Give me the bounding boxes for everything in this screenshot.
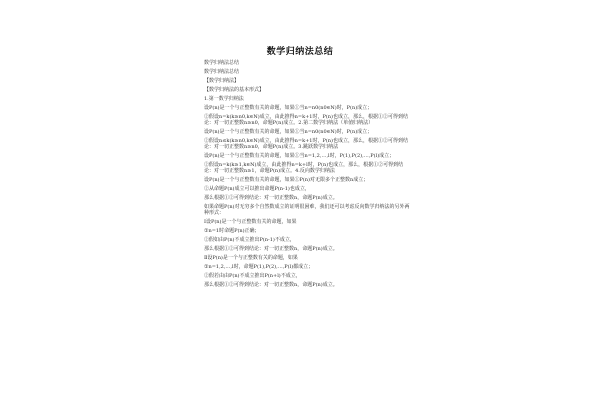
paragraph-line: 数学归纳法总结 <box>204 69 240 75</box>
paragraph-line: ②从命题P(n)成立可以推出命题P(n-1)也成立， <box>204 186 310 192</box>
paragraph-line: ①n=1,2,…,l时，命题P(1),P(2),…,P(l)都成立； <box>204 264 314 270</box>
paragraph-line: 【数学归纳法的基本形式】 <box>204 87 265 93</box>
paragraph-line: 那么根据①②可得到结论：对一切正整数n，命题P(n)成立。 <box>204 195 338 201</box>
paragraph-line: 那么根据①②可得到结论：对一切正整数n，命题P(n)成立。 <box>204 282 338 288</box>
paragraph-line: 1.第一数学归纳法 <box>204 96 244 102</box>
paragraph-line: 数学归纳法总结 <box>204 60 240 66</box>
paragraph-line: Ⅰ设P(n)是一个与正整数有关的命题，如果 <box>204 219 297 225</box>
paragraph-line: Ⅱ设P(n)是一个与正整数有关的命题，如果 <box>204 255 298 261</box>
paragraph-line: 如果命题P(n)对无穷多个自然数成立的证明很困难，我们还可以考虑反向数学归纳法的另外两种形式： <box>204 204 410 216</box>
paragraph-line: 【数学归纳法】 <box>204 78 240 84</box>
paragraph-line: ②假如由P(n)不成立推出P(n-1)不成立， <box>204 237 295 243</box>
paragraph-line: ②假设n=k(k≥n0,k∈N)成立，由此推得n=k+1时，P(n)也成立，那么，根据①②可得到结论：对一切正整数n≥n0，命题P(n)成立。2.第二数学归纳法（单值归纳法） <box>204 114 408 126</box>
paragraph-line: 设P(n)是一个与正整数有关的命题，如果①当n=n0(n0∈N)时，P(n)成立； <box>204 129 373 135</box>
paragraph-line: 设P(n)是一个与正整数有关的命题，如果①当n=1,2,…,l时，P(1),P(2),…,P(l)成立； <box>204 153 395 159</box>
document-body <box>192 60 412 288</box>
paragraph-line: 那么根据①②可得到结论：对一切正整数n，命题P(n)成立。 <box>204 246 338 252</box>
paragraph-line: ②假设n=k(k≥1,k∈N)成立，由此推得n=k+l时，P(n)也成立，那么，根据①②可得到结论：对一切正整数n≥1，命题P(n)成立。4.反向数学归纳法 <box>204 162 404 174</box>
paragraph-line: 设P(n)是一个与正整数有关的命题，如果①当n=n0(n0∈N)时，P(n)成立； <box>204 105 373 111</box>
document-title: 数学归纳法总结 <box>266 47 334 57</box>
paragraph-line: ②假设n≤k(k≥n0,k∈N)成立，由此推得n=k+1时，P(n)也成立，那么，根据①②可得到结论：对一切正整数n≥n0，命题P(n)成立。3.跳跃数学归纳法 <box>204 138 408 150</box>
paragraph-line: ①n=1时命题P(n)正确； <box>204 228 260 234</box>
paragraph-line: 设P(n)是一个与正整数有关的命题，如果①P(n)对无限多个正整数n成立； <box>204 177 369 183</box>
paragraph-line: ②假若由由P(n)不成立推出P(n+l)不成立， <box>204 273 301 279</box>
